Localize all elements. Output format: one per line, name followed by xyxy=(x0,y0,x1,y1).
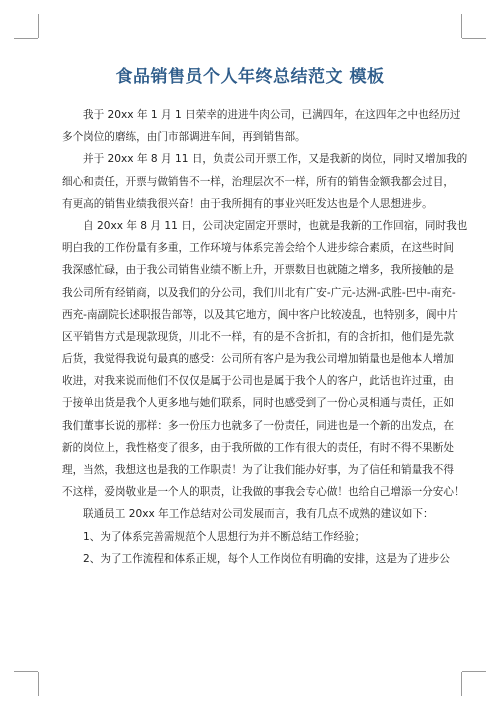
body-text-line: 于接单出货是我个人更多地与她们联系，同时也感受到了一份心灵相通与责任，正如 xyxy=(62,397,454,410)
crop-mark-bottom-right xyxy=(462,671,486,672)
body-text-line: 并于 20xx 年 8 月 11 日，负责公司开票工作，又是我新的岗位，同时又增加我的 xyxy=(83,153,468,166)
crop-mark-bottom-right xyxy=(461,672,462,696)
body-text-line: 联通员工 20xx 年工作总结对公司发展而言，我有几点不成熟的建议如下： xyxy=(83,508,434,521)
body-text-line: 我公司所有经销商，以及我们的分公司，我们川北有广安-广元-达洲-武胜-巴中-南充- xyxy=(62,286,456,299)
crop-mark-top-right xyxy=(462,38,486,39)
body-text-line: 区平销售方式是现款现货，川北不一样，有的是不含折扣，有的含折扣，他们是先款 xyxy=(62,330,454,343)
body-text-line: 自 20xx 年 8 月 11 日，公司决定固定开票时，也就是我新的工作回宿，同时我也 xyxy=(83,219,468,232)
document-body xyxy=(62,104,468,570)
body-text-line: 明白我的工作份量有多重，工作环境与体系完善会给个人进步综合素质，在这些时间 xyxy=(62,242,454,255)
document-title: 食品销售员个人年终总结范文 模板 xyxy=(115,67,385,87)
body-text-line: 后货，我觉得我说句最真的感受：公司所有客户是为我公司增加销量也是他本人增加 xyxy=(62,353,454,366)
body-text-line: 我们董事长说的那样：多一份压力也就多了一份责任，同进也是一个新的出发点，在 xyxy=(62,419,454,432)
body-text-line: 西充-南副院长述职报告部等，以及其它地方，阆中客户比较凌乱，也特别多，阆中片 xyxy=(62,308,458,321)
crop-mark-top-left xyxy=(14,38,38,39)
body-text-line: 1、为了体系完善需规范个人思想行为并不断总结工作经验； xyxy=(83,530,366,543)
body-text-line: 理，当然，我想这也是我的工作职责！为了让我们能办好事，为了信任和销量我不得 xyxy=(62,464,454,476)
body-text-line: 新的岗位上，我性格变了很多，由于我所做的工作有很大的责任，有时不得不果断处 xyxy=(62,441,454,454)
body-text-line: 不这样，爱岗敬业是一个人的职责，让我做的事我会专心做！也给自己增添一分安心！ xyxy=(62,486,465,499)
crop-mark-bottom-left xyxy=(14,671,38,672)
body-text-line: 我深感忙碌，由于我公司销售业绩不断上升，开票数目也就随之增多，我所接触的是 xyxy=(62,264,454,277)
body-text-line: 多个岗位的磨练，由门市部调进车间，再到销售部。 xyxy=(62,131,306,144)
crop-mark-bottom-left xyxy=(38,672,39,696)
body-text-line: 我于 20xx 年 1 月 1 日荣幸的进进牛肉公司，已满四年，在这四年之中也经历过 xyxy=(83,109,461,121)
body-text-line: 2、为了工作流程和体系正规，每个人工作岗位有明确的安排，这是为了进步公 xyxy=(83,552,450,565)
body-text-line: 收进，对我来说而他们不仅仅是属于公司也是属于我个人的客户，此话也许过重，由 xyxy=(62,375,454,388)
body-text-line: 细心和责任，开票与做销售不一样，治理层次不一样，所有的销售金额我都会过目， xyxy=(62,175,454,188)
body-text-line: 有更高的销售业绩我很兴奋！由于我所拥有的事业兴旺发达也是个人思想进步。 xyxy=(62,197,433,210)
crop-mark-top-left xyxy=(38,14,39,38)
crop-mark-top-right xyxy=(461,14,462,38)
